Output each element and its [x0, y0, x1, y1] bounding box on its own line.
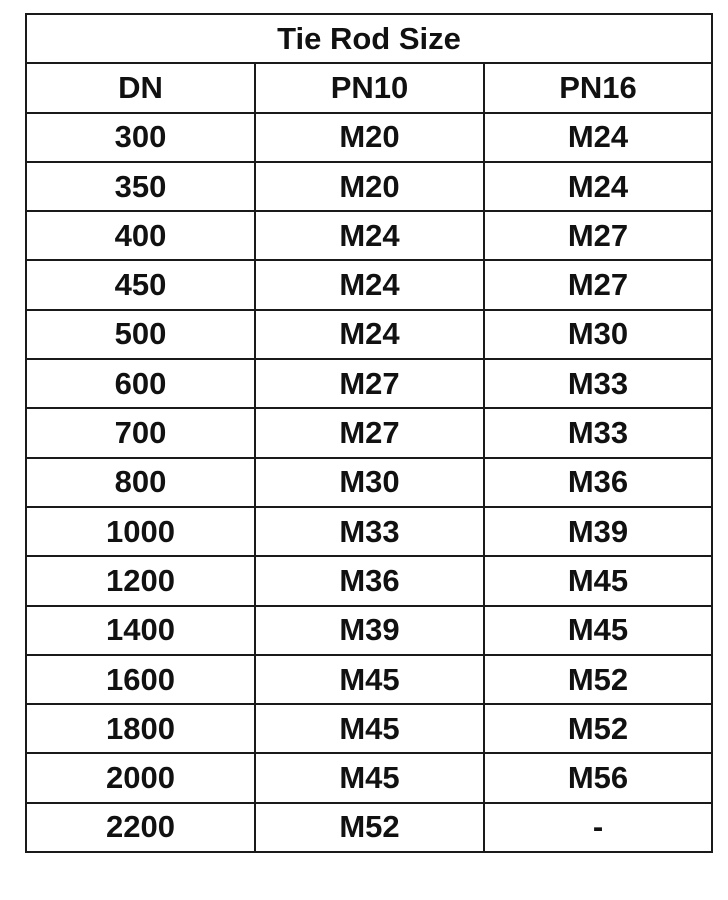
- title-row: [26, 14, 712, 63]
- cell-pn16: M45: [484, 606, 712, 655]
- cell-dn: 450: [26, 260, 255, 309]
- cell-dn: 2000: [26, 753, 255, 802]
- cell-dn: 300: [26, 113, 255, 162]
- cell-dn: 500: [26, 310, 255, 359]
- cell-dn: 1400: [26, 606, 255, 655]
- cell-pn10: M24: [255, 211, 484, 260]
- table-row: [26, 458, 712, 507]
- cell-pn16: M30: [484, 310, 712, 359]
- cell-dn: 1200: [26, 556, 255, 605]
- column-header-dn: DN: [26, 63, 255, 112]
- cell-pn16: M27: [484, 260, 712, 309]
- column-header-pn10: PN10: [255, 63, 484, 112]
- cell-pn16: M45: [484, 556, 712, 605]
- table-row: [26, 359, 712, 408]
- cell-dn: 700: [26, 408, 255, 457]
- header-row: [26, 63, 712, 112]
- cell-pn16: M56: [484, 753, 712, 802]
- cell-pn16: -: [484, 803, 712, 852]
- cell-pn16: M27: [484, 211, 712, 260]
- cell-pn16: M52: [484, 704, 712, 753]
- cell-dn: 1800: [26, 704, 255, 753]
- cell-pn16: M33: [484, 408, 712, 457]
- cell-pn16: M39: [484, 507, 712, 556]
- cell-pn16: M33: [484, 359, 712, 408]
- table-row: [26, 408, 712, 457]
- table-row: [26, 753, 712, 802]
- table-row: [26, 655, 712, 704]
- table-row: [26, 704, 712, 753]
- cell-pn10: M24: [255, 310, 484, 359]
- table-head: [26, 14, 712, 113]
- table-row: [26, 310, 712, 359]
- cell-pn10: M27: [255, 408, 484, 457]
- table-row: [26, 556, 712, 605]
- cell-pn10: M36: [255, 556, 484, 605]
- tie-rod-size-table: [25, 13, 713, 853]
- cell-pn10: M20: [255, 162, 484, 211]
- table-row: [26, 113, 712, 162]
- table-row: [26, 211, 712, 260]
- cell-dn: 1000: [26, 507, 255, 556]
- table-row: [26, 162, 712, 211]
- table-row: [26, 606, 712, 655]
- table-row: [26, 803, 712, 852]
- cell-dn: 2200: [26, 803, 255, 852]
- table-row: [26, 507, 712, 556]
- cell-pn10: M45: [255, 753, 484, 802]
- cell-dn: 1600: [26, 655, 255, 704]
- table-title: Tie Rod Size: [26, 14, 712, 63]
- cell-pn10: M30: [255, 458, 484, 507]
- cell-pn10: M45: [255, 704, 484, 753]
- cell-pn10: M45: [255, 655, 484, 704]
- table-row: [26, 260, 712, 309]
- cell-pn10: M27: [255, 359, 484, 408]
- cell-pn10: M39: [255, 606, 484, 655]
- cell-pn16: M24: [484, 113, 712, 162]
- cell-pn10: M24: [255, 260, 484, 309]
- cell-pn10: M52: [255, 803, 484, 852]
- cell-dn: 600: [26, 359, 255, 408]
- cell-pn16: M24: [484, 162, 712, 211]
- cell-pn16: M52: [484, 655, 712, 704]
- cell-pn10: M33: [255, 507, 484, 556]
- cell-pn10: M20: [255, 113, 484, 162]
- table-body: [26, 113, 712, 852]
- cell-dn: 350: [26, 162, 255, 211]
- cell-pn16: M36: [484, 458, 712, 507]
- column-header-pn16: PN16: [484, 63, 712, 112]
- cell-dn: 400: [26, 211, 255, 260]
- cell-dn: 800: [26, 458, 255, 507]
